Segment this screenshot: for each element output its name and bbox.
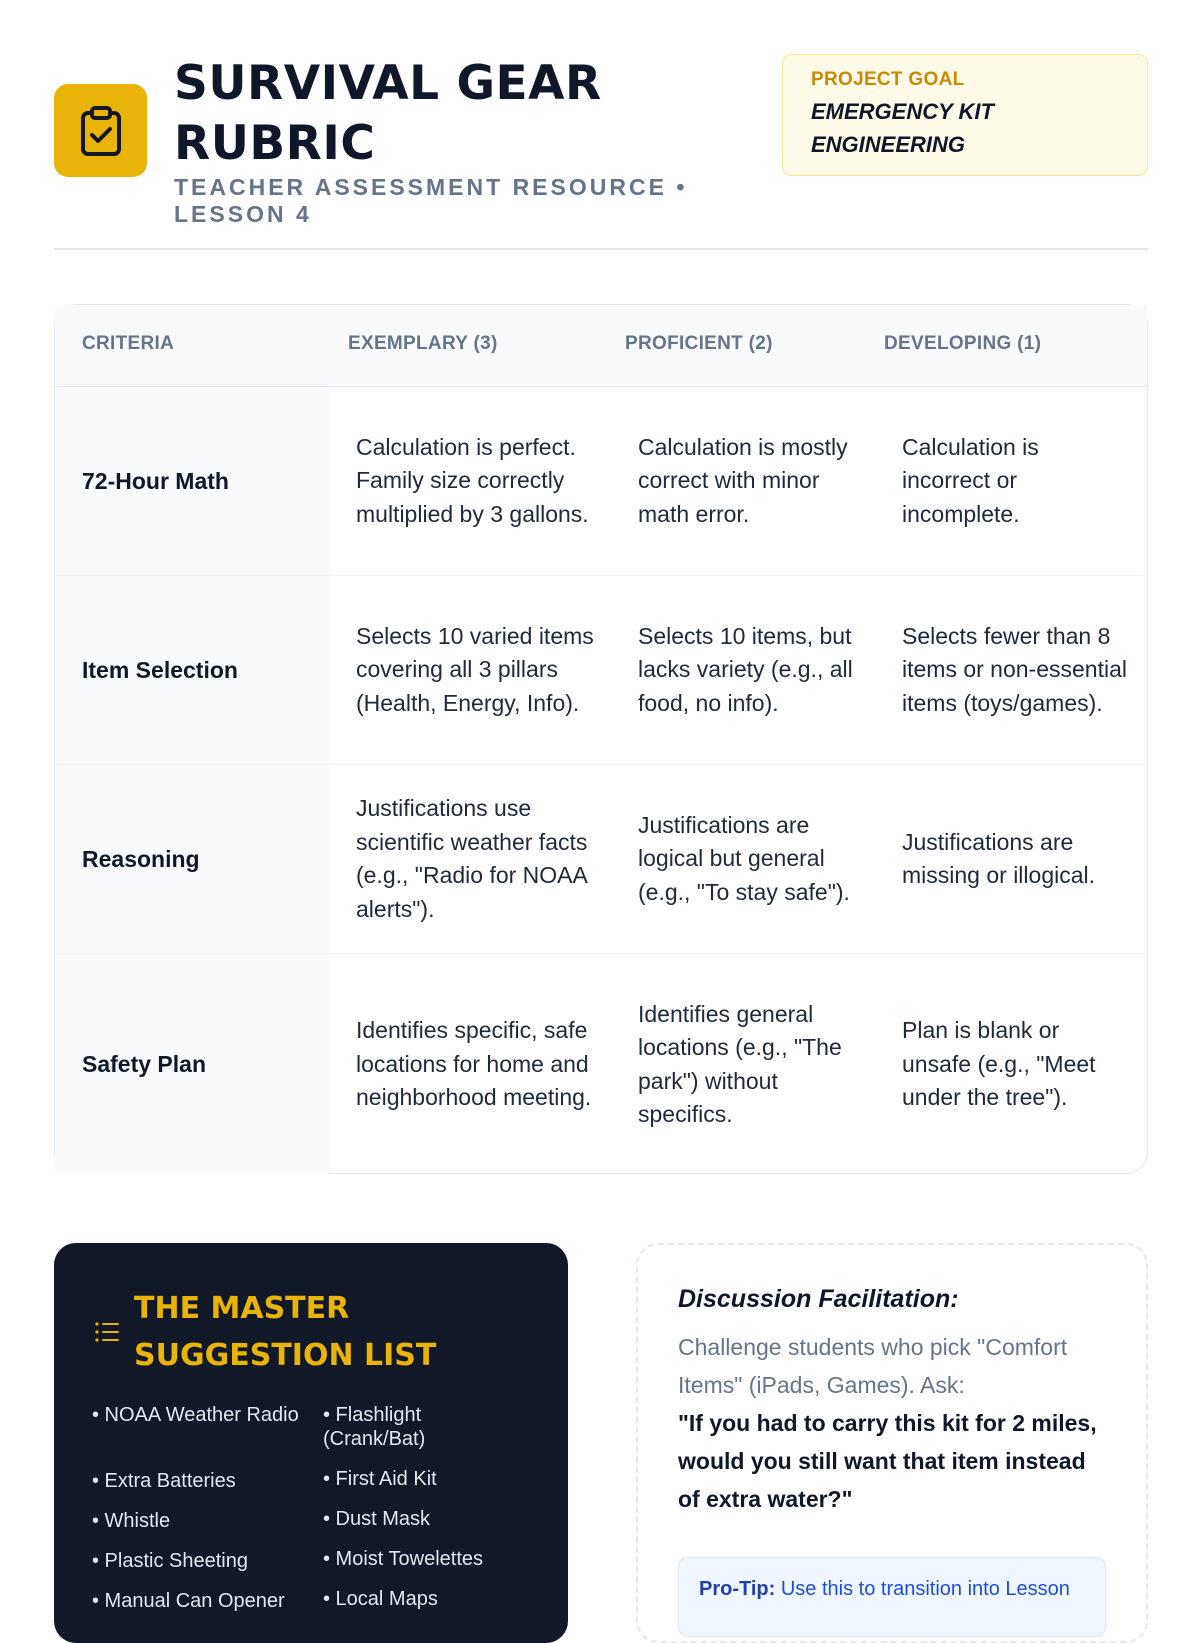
discussion-quote: "If you had to carry this kit for 2 miles, would you still want that item instead of extra water?" (678, 1410, 1097, 1512)
developing-cell: Calculation is incorrect or incomplete. (902, 433, 1039, 527)
suggestion-column-1 (92, 1403, 312, 1629)
proficient-cell: Selects 10 items, but lacks variety (e.g., all food, no info). (638, 622, 853, 716)
page-subtitle: TEACHER ASSESSMENT RESOURCE • LESSON 4 (174, 174, 688, 227)
list-item: • Extra Batteries (92, 1470, 236, 1492)
table-row (55, 576, 1147, 765)
developing-cell: Selects fewer than 8 items or non-essential items (toys/games). (902, 622, 1127, 716)
criteria-cell: 72-Hour Math (55, 387, 329, 575)
project-goal-label: PROJECT GOAL (811, 69, 965, 90)
exemplary-cell: Selects 10 varied items covering all 3 pillars (Health, Energy, Info). (356, 622, 594, 716)
master-suggestion-list (54, 1243, 568, 1643)
table-row (55, 765, 1147, 954)
pro-tip-box (678, 1557, 1106, 1637)
discussion-body: Challenge students who pick "Comfort Items" (iPads, Games). Ask: "If you had to carry this kit for 2 miles, would you still want that item instead of extra water?" (678, 1328, 1106, 1518)
master-list-title: THE MASTER SUGGESTION LIST (134, 1291, 437, 1373)
project-goal-value: EMERGENCY KIT ENGINEERING (811, 99, 994, 157)
pro-tip-label: Pro-Tip: (699, 1578, 776, 1600)
rubric-table (54, 304, 1148, 1174)
list-item: • Dust Mask (323, 1508, 431, 1530)
page-header (54, 54, 1148, 250)
list-item: • Flashlight (Crank/Bat) (323, 1404, 426, 1450)
criteria-cell: Item Selection (55, 576, 329, 764)
page-title: SURVIVAL GEAR RUBRIC (174, 56, 602, 171)
header-criteria: CRITERIA (82, 333, 175, 354)
title-block (174, 54, 774, 228)
table-row (55, 387, 1147, 576)
developing-cell: Plan is blank or unsafe (e.g., "Meet under the tree"). (902, 1017, 1096, 1111)
proficient-cell: Justifications are logical but general (e.g., "To stay safe"). (638, 811, 850, 905)
discussion-title: Discussion Facilitation: (678, 1285, 959, 1313)
clipboard-check-icon (78, 105, 124, 157)
table-header (55, 305, 1147, 387)
discussion-facilitation-box (636, 1243, 1148, 1643)
project-goal-box (782, 54, 1148, 176)
developing-cell: Justifications are missing or illogical. (902, 828, 1096, 888)
criteria-cell: Reasoning (55, 765, 329, 953)
header-proficient: PROFICIENT (2) (625, 333, 773, 354)
list-item: • Local Maps (323, 1588, 438, 1610)
logo (54, 84, 147, 177)
exemplary-cell: Identifies specific, safe locations for home and neighborhood meeting. (356, 1017, 592, 1111)
pro-tip-text: Use this to transition into Lesson (775, 1578, 1070, 1600)
list-item: • Manual Can Opener (92, 1590, 285, 1612)
list-icon (94, 1321, 120, 1343)
header-exemplary: EXEMPLARY (3) (348, 333, 498, 354)
criteria-cell: Safety Plan (55, 954, 329, 1175)
exemplary-cell: Calculation is perfect. Family size correctly multiplied by 3 gallons. (356, 433, 589, 527)
table-row (55, 954, 1147, 1175)
proficient-cell: Identifies general locations (e.g., "The park") without specifics. (638, 1000, 842, 1127)
proficient-cell: Calculation is mostly correct with minor math error. (638, 433, 848, 527)
list-item: • Plastic Sheeting (92, 1550, 248, 1572)
exemplary-cell: Justifications use scientific weather facts (e.g., "Radio for NOAA alerts"). (356, 795, 588, 922)
list-item: • Whistle (92, 1510, 171, 1532)
list-item: • NOAA Weather Radio (92, 1404, 299, 1426)
suggestion-column-2 (323, 1403, 543, 1627)
list-item: • Moist Towelettes (323, 1548, 484, 1570)
list-item: • First Aid Kit (323, 1468, 437, 1490)
header-developing: DEVELOPING (1) (884, 333, 1042, 354)
